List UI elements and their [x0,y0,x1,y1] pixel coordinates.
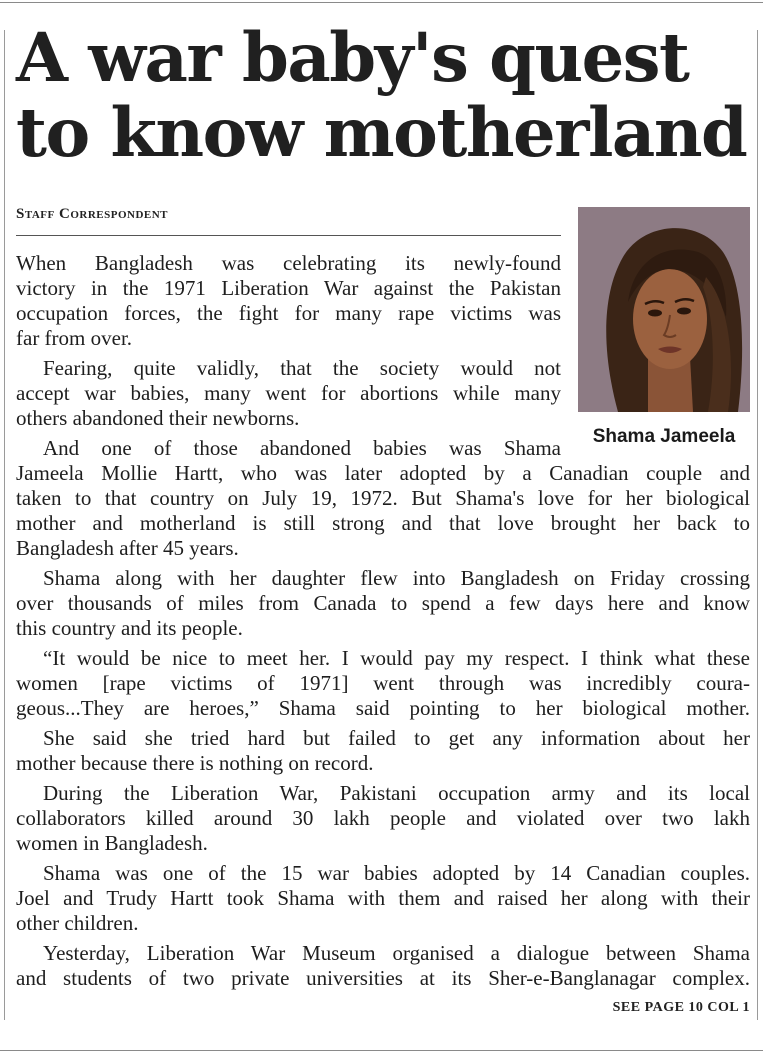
article-line: women in Bangladesh. [16,831,208,855]
article-line: women [rape victims of 1971] went through was incredibly coura- [16,671,750,695]
headline-line-2: to know motherland [16,93,747,172]
article-line: Joel and Trudy Hartt took Shama with them and raised her along with their [16,886,750,910]
article-line: Yesterday, Liberation War Museum organised a dialogue between Shama [43,941,750,965]
article-line: accept war babies, many went for abortions while many [16,381,561,405]
article-line: geous...They are heroes,” Shama said pointing to her biological mother. [16,696,750,720]
byline-rule [16,235,561,236]
article-line: mother because there is nothing on record. [16,751,374,775]
article-line: over thousands of miles from Canada to spend a few days here and know [16,591,750,615]
portrait-photo [578,207,750,412]
article-line: others abandoned their newborns. [16,406,300,430]
article-line: “It would be nice to meet her. I would pay my respect. I think what these [43,646,750,670]
article-line: victory in the 1971 Liberation War against the Pakistan [16,276,561,300]
article-line: far from over. [16,326,133,350]
byline: Staff Correspondent [16,206,169,222]
article-line: Shama was one of the 15 war babies adopted by 14 Canadian couples. [43,861,750,885]
article-line: and students of two private universities at its Sher-e-Banglanagar complex. [16,966,750,990]
article-line: Shama along with her daughter flew into Bangladesh on Friday crossing [43,566,750,590]
left-column-rule [4,30,5,1020]
headline-line-1: A war baby's quest [16,18,689,97]
portrait-illustration [578,207,750,412]
article-line: taken to that country on July 19, 1972. But Shama's love for her biological [16,486,750,510]
article-line: When Bangladesh was celebrating its newly-found [16,251,561,275]
article-line: collaborators killed around 30 lakh people and violated over two lakh [16,806,750,830]
article-line: occupation forces, the fight for many rape victims was [16,301,561,325]
right-column-rule [757,30,758,1020]
continuation-note: SEE PAGE 10 COL 1 [612,1000,750,1015]
top-border [0,2,763,3]
headline [16,20,751,170]
article-line: mother and motherland is still strong and that love brought her back to [16,511,750,535]
article-line: Bangladesh after 45 years. [16,536,239,560]
article-line: And one of those abandoned babies was Shama [43,436,561,460]
article-line: other children. [16,911,139,935]
article-line: Jameela Mollie Hartt, who was later adopted by a Canadian couple and [16,461,750,485]
article-line: She said she tried hard but failed to get any information about her [43,726,750,750]
article-line: Fearing, quite validly, that the society would not [43,356,561,380]
photo-caption: Shama Jameela [592,426,736,447]
article-line: During the Liberation War, Pakistani occupation army and its local [43,781,750,805]
article-line: this country and its people. [16,616,243,640]
bottom-border [0,1050,763,1051]
